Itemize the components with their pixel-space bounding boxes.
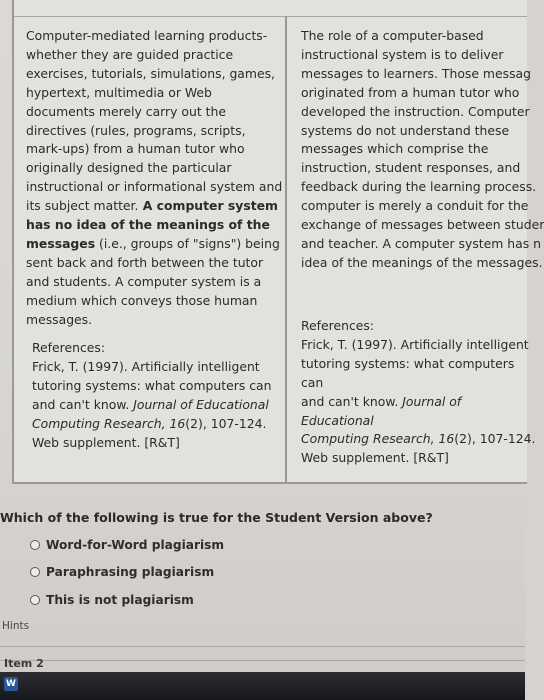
hints-link[interactable]: Hints [2, 620, 30, 632]
references-label: References: [301, 318, 375, 333]
divider [0, 646, 525, 647]
bold-sentence-part3: messages [26, 235, 96, 251]
radio-button[interactable] [30, 595, 40, 605]
option-label: Word-for-Word plagiarism [46, 538, 225, 552]
student-version-references: References: Frick, T. (1997). Artificially intelligent tutoring systems: what computers can and can't know. Journal of Educational Computing Research, 16(2), 107-124. Web supplement. [R&T] [32, 340, 272, 450]
student-version-cell [14, 16, 287, 482]
option-word-for-word[interactable] [30, 538, 224, 552]
option-not-plagiarism[interactable] [30, 593, 194, 607]
item-heading: Item 2 [4, 657, 44, 670]
radio-button[interactable] [30, 567, 40, 577]
question-prompt: Which of the following is true for the Student Version above? [0, 510, 433, 525]
original-text-cell [289, 16, 544, 482]
option-label: This is not plagiarism [46, 593, 194, 607]
taskbar [0, 672, 525, 700]
student-version-paragraph: Computer-mediated learning products- whether they are guided practice exercises, tutorials, simulations, games, hypertext, multimedia or Web documents merely carry out the directives (rules, programs, scripts, mark-ups) from a human tutor who originally designed the particular instructional or informational system and its subject matter. A computer system has no idea of the meanings of the messages (i.e., groups of "signs") being sent back and forth between the tutor and students. A computer system is a medium which conveys those human messages. [26, 28, 283, 327]
bold-sentence-part1: A computer system [138, 198, 278, 214]
comparison-table [12, 0, 544, 484]
option-paraphrasing[interactable] [30, 565, 214, 579]
original-text-paragraph: The role of a computer-based instructional system is to deliver messages to learners. Those messag originated from a human tutor who developed the instruction. Computer systems do not understand these messages which comprise the instruction, student responses, and feedback during the learning process. computer is merely a conduit for the exchange of messages between studer and teacher. A computer system has n idea of the meanings of the messages. [301, 28, 544, 270]
option-label: Paraphrasing plagiarism [46, 565, 215, 579]
original-text-references: References: Frick, T. (1997). Artificially intelligent tutoring systems: what computers can and can't know. Journal of Educational Computing Research, 16(2), 107-124. Web supplement. [R&T] [301, 318, 536, 466]
radio-button[interactable] [30, 540, 40, 550]
bold-sentence-part2: has no idea of the meanings of the [26, 217, 270, 233]
word-app-icon[interactable]: W [4, 677, 18, 691]
references-label: References: [32, 340, 106, 355]
table-header-row [14, 0, 527, 17]
divider [0, 660, 525, 661]
